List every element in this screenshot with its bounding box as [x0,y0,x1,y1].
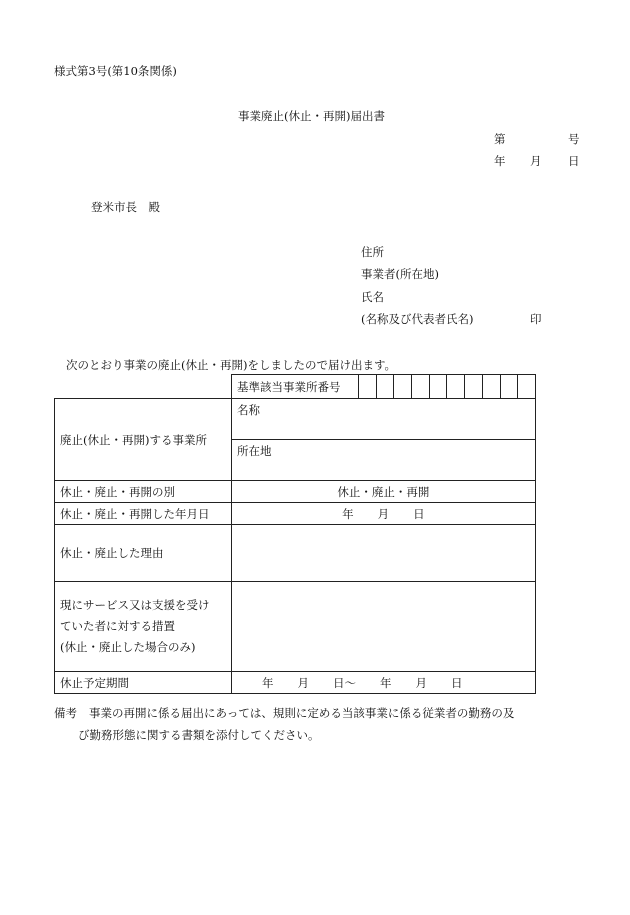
form-number: 様式第3号(第10条関係) [54,64,177,78]
facility-label: 廃止(休止・再開)する事業所 [55,399,232,481]
period-end-day: 日 [451,675,463,690]
date-value[interactable] [232,503,536,525]
measures-field[interactable] [232,582,536,672]
facility-number-digit-1[interactable] [359,375,377,399]
blank-corner [55,375,232,399]
date-value-year: 年 [342,506,354,521]
date-value-month: 月 [377,506,390,521]
measures-label-line-2: ていた者に対する措置 [60,619,175,633]
applicant-business-label: 事業者(所在地) [361,267,439,281]
doc-number-go: 号 [568,132,580,146]
period-value[interactable] [232,672,536,694]
document-title: 事業廃止(休止・再開)届出書 [238,109,385,123]
date-label: 休止・廃止・再開した年月日 [55,503,232,525]
reason-field[interactable] [232,525,536,582]
date-value-day: 日 [413,506,425,521]
measures-label-line-3: (休止・廃止した場合のみ) [60,640,196,654]
facility-number-digit-3[interactable] [394,375,412,399]
date-day: 日 [568,154,580,168]
period-end-month: 月 [415,675,427,690]
facility-number-digit-8[interactable] [482,375,500,399]
doc-number-dai: 第 [494,132,506,146]
applicant-name-note: (名称及び代表者氏名) [361,312,474,326]
facility-address-field[interactable] [232,440,536,481]
reason-label: 休止・廃止した理由 [55,525,232,582]
period-start-month: 月 [297,675,309,690]
facility-number-digit-6[interactable] [447,375,465,399]
period-start-day: 日〜 [333,675,356,690]
period-start-year: 年 [262,675,274,690]
facility-number-label: 基準該当事業所番号 [232,375,359,399]
date-month: 月 [530,154,542,168]
period-label: 休止予定期間 [55,672,232,694]
seal-mark: 印 [530,312,542,326]
facility-name-field[interactable] [232,399,536,440]
facility-number-digit-2[interactable] [376,375,394,399]
facility-number-digit-9[interactable] [500,375,518,399]
remarks-prefix: 備考 [54,706,77,720]
facility-address-label: 所在地 [237,444,272,458]
facility-number-digit-10[interactable] [518,375,536,399]
applicant-address-label: 住所 [361,245,384,259]
facility-number-digit-4[interactable] [412,375,430,399]
measures-label-line-1: 現にサービス又は支援を受け [60,598,210,612]
remarks [54,702,554,746]
addressee: 登米市長 殿 [91,200,160,214]
facility-number-digit-5[interactable] [429,375,447,399]
notification-table [54,374,536,694]
remarks-line-2: び勤務形態に関する書類を添付してください。 [78,728,320,742]
type-value[interactable]: 休止・廃止・再開 [232,481,536,503]
intro-text: 次のとおり事業の廃止(休止・再開)をしましたので届け出ます。 [66,358,397,372]
date-year: 年 [494,154,506,168]
applicant-name-label: 氏名 [361,290,384,304]
period-end-year: 年 [380,675,392,690]
facility-number-digit-7[interactable] [465,375,483,399]
remarks-line-1: 事業の再開に係る届出にあっては、規則に定める当該事業に係る従業者の勤務の及 [89,706,515,720]
facility-name-label: 名称 [237,403,260,417]
type-label: 休止・廃止・再開の別 [55,481,232,503]
measures-label [55,582,232,672]
